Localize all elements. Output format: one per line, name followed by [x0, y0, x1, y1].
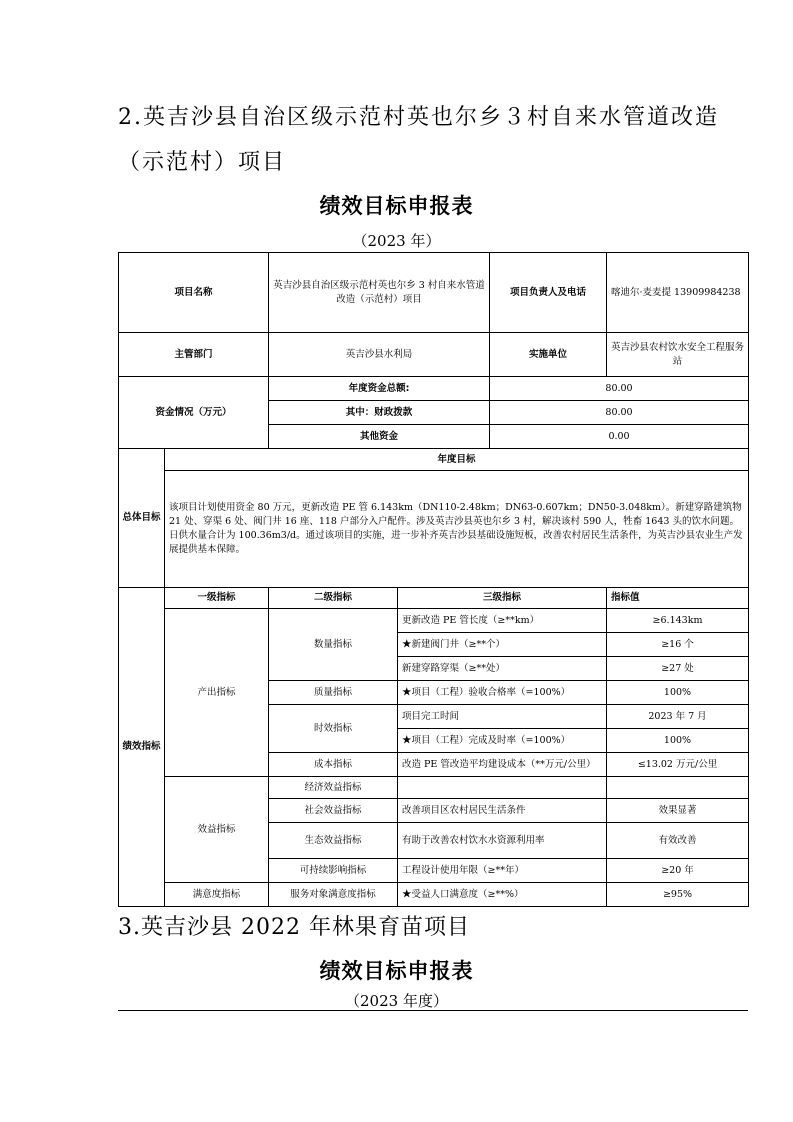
- benefit-label: 效益指标: [165, 777, 269, 883]
- social-label: 社会效益指标: [269, 799, 398, 823]
- t2-value: 100%: [607, 729, 749, 753]
- service-value: ≥95%: [607, 883, 749, 907]
- indicator-header-level1: 一级指标: [165, 588, 269, 609]
- econ-value: [607, 777, 749, 799]
- project-name-value: 英吉沙县自治区级示范村英也尔乡 3 村自来水管道改造（示范村）项目: [269, 253, 490, 333]
- funds-fin-label: 其中：财政拨款: [269, 401, 490, 425]
- section2-year: （2023 年）: [352, 232, 441, 250]
- indicator-header-value: 指标值: [607, 588, 749, 609]
- quality-name: ★项目（工程）验收合格率（=100%）: [398, 681, 607, 705]
- q1-value: ≥6.143km: [607, 609, 749, 633]
- t1-name: 项目完工时间: [398, 705, 607, 729]
- overall-label: 总体目标: [119, 449, 165, 588]
- project-name-label: 项目名称: [119, 253, 269, 333]
- q2-name: ★新建阀门井（≥**个）: [398, 633, 607, 657]
- funds-total-value: 80.00: [490, 377, 749, 401]
- responsible-label: 项目负责人及电话: [490, 253, 607, 333]
- section2-heading-line2: （示范村）项目: [118, 150, 287, 175]
- social-value: 效果显著: [607, 799, 749, 823]
- q3-value: ≥27 处: [607, 657, 749, 681]
- funds-total-label: 年度资金总额:: [269, 377, 490, 401]
- t1-value: 2023 年 7 月: [607, 705, 749, 729]
- responsible-value: 喀迪尔·麦麦提 13909984238: [607, 253, 749, 333]
- section3-year: （2023 年度）: [345, 992, 448, 1010]
- dept-label: 主管部门: [119, 333, 269, 377]
- section3-table-top-border: [118, 1010, 748, 1011]
- indicator-header-level2: 二级指标: [269, 588, 398, 609]
- section2-heading-line1: 2.英吉沙县自治区级示范村英也尔乡３村自来水管道改造: [118, 105, 719, 130]
- quality-value: 100%: [607, 681, 749, 705]
- performance-table-main: [118, 252, 749, 907]
- cost-label: 成本指标: [269, 753, 398, 777]
- dept-value: 英吉沙县水利局: [269, 333, 490, 377]
- eco-value: 有效改善: [607, 823, 749, 859]
- annual-goal-text: 该项目计划使用资金 80 万元，更新改造 PE 管 6.143km（DN110-2.48km；DN63-0.607km；DN50-3.048km）。新建穿路建筑物 21 处、穿渠 6 处、阀门井 16 座、118 户部分入户配件。涉及英吉沙县英也尔乡 3 村，解决该村 590 人，牲畜 1643 头的饮水问题。日供水量合计为 100.36m3/d。通过该项目的实施，进一步补齐英吉沙县基础设施短板，改善农村居民生活条件，为英吉沙县农业生产发展提供基本保障。: [165, 471, 749, 588]
- service-label: 服务对象满意度指标: [269, 883, 398, 907]
- service-name: ★受益人口满意度（≥**%）: [398, 883, 607, 907]
- quality-label: 质量指标: [269, 681, 398, 705]
- sustain-label: 可持续影响指标: [269, 859, 398, 883]
- funds-fin-value: 80.00: [490, 401, 749, 425]
- funds-other-value: 0.00: [490, 425, 749, 449]
- econ-name: [398, 777, 607, 799]
- q2-value: ≥16 个: [607, 633, 749, 657]
- cost-value: ≤13.02 万元/公里: [607, 753, 749, 777]
- econ-label: 经济效益指标: [269, 777, 398, 799]
- annual-goal-label: 年度目标: [165, 449, 749, 471]
- sustain-value: ≥20 年: [607, 859, 749, 883]
- eco-label: 生态效益指标: [269, 823, 398, 859]
- section3-heading: 3.英吉沙县 2022 年林果育苗项目: [118, 915, 470, 940]
- output-label: 产出指标: [165, 609, 269, 777]
- quantity-label: 数量指标: [269, 609, 398, 681]
- t2-name: ★项目（工程）完成及时率（=100%）: [398, 729, 607, 753]
- impl-value: 英吉沙县农村饮水安全工程服务站: [607, 333, 749, 377]
- q1-name: 更新改造 PE 管长度（≥**km）: [398, 609, 607, 633]
- indicators-label: 绩效指标: [119, 588, 165, 907]
- sustain-name: 工程设计使用年限（≥**年）: [398, 859, 607, 883]
- section3-table-title: 绩效目标申报表: [319, 959, 474, 983]
- funds-label: 资金情况（万元）: [119, 377, 269, 449]
- eco-name: 有助于改善农村饮水水资源利用率: [398, 823, 607, 859]
- social-name: 改善项目区农村居民生活条件: [398, 799, 607, 823]
- cost-name: 改造 PE 管改造平均建设成本（**万元/公里）: [398, 753, 607, 777]
- q3-name: 新建穿路穿渠（≥**处）: [398, 657, 607, 681]
- funds-other-label: 其他资金: [269, 425, 490, 449]
- section2-table-title: 绩效目标申报表: [319, 194, 474, 218]
- time-label: 时效指标: [269, 705, 398, 753]
- indicator-header-level3: 三级指标: [398, 588, 607, 609]
- satisfaction-label: 满意度指标: [165, 883, 269, 907]
- impl-label: 实施单位: [490, 333, 607, 377]
